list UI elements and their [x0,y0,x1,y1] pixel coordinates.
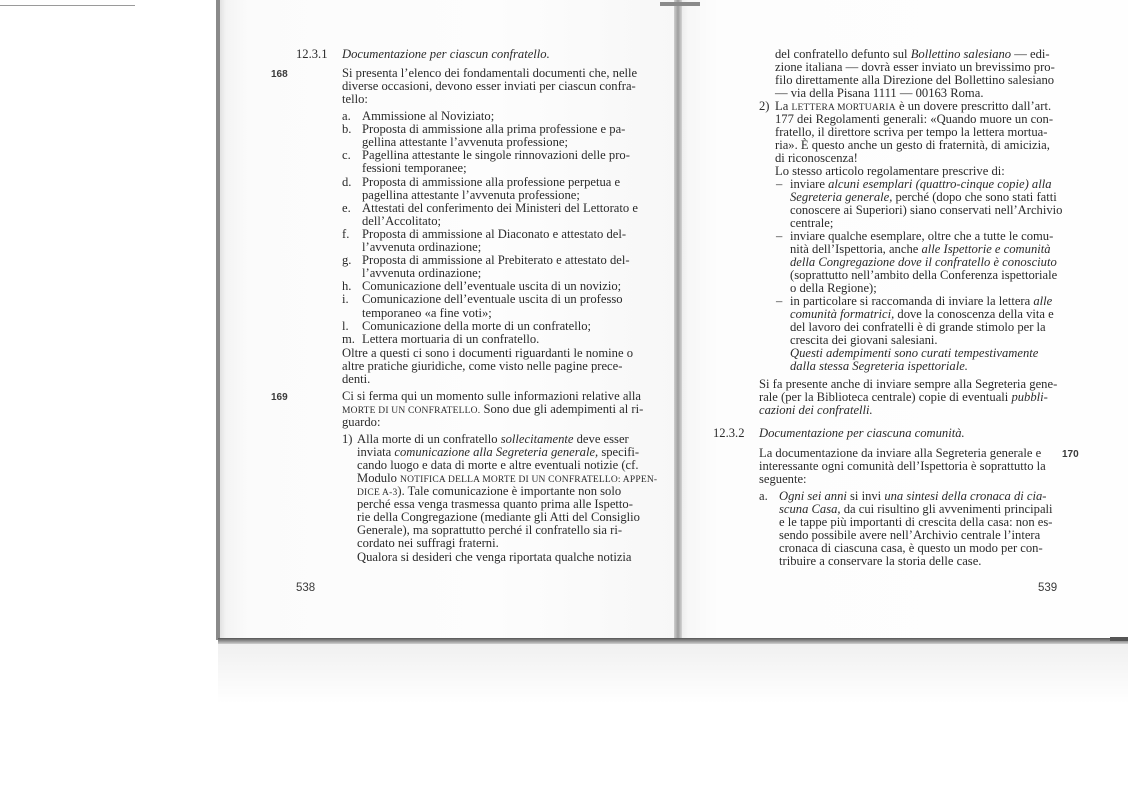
item-line: cronaca di ciascuna casa, è questo un modo per con- [779,541,1043,555]
list-item-text: Proposta di ammissione alla professione perpetua e [362,174,621,189]
item-line: di riconoscenza! [775,151,858,165]
item-line: inviare alcuni esemplari (quattro-cinque copie) alla [790,177,1052,191]
list-item-text: temporaneo «a fine voti»; [362,305,492,320]
item-line: e le tappe più importanti di crescita della casa: non es- [779,515,1053,529]
item-line: cando luogo e data di morte e altre eventuali notizie (cf. [357,458,639,472]
paragraph-line: seguente: [759,472,807,486]
item-line: del confratello defunto sul Bollettino salesiano — edi- [775,47,1050,61]
italic-note: Questi adempimenti sono curati tempestivamente [790,346,1039,360]
paragraph-line: cazioni dei confratelli. [759,403,873,417]
item-line: inviata comunicazione alla Segreteria generale, specifi- [357,445,640,459]
item-line: filo direttamente alla Direzione del Bollettino salesiano [775,73,1055,87]
list-item-text: Proposta di ammissione al Diaconato e attestato del- [362,226,627,241]
paragraph-line: interessante ogni comunità dell’Ispettoria è soprattutto la [759,459,1046,473]
paragraph-line: guardo: [342,415,381,429]
paragraph-line: rale (per la Biblioteca centrale) copie di eventuali pubbli- [759,390,1048,404]
item-line: Lo stesso articolo regolamentare prescrive di: [775,164,1005,178]
item-line: Ogni sei anni si invi una sintesi della cronaca di cia- [779,489,1047,503]
scan-edge-line [0,5,135,6]
list-item-marker: m. [342,331,355,346]
item-line: della Congregazione dove il confratello è conosciuto [790,255,1057,269]
paragraph-line: MORTE DI UN CONFRATELLO. Sono due gli adempimenti al ri- [342,402,644,416]
list-item-marker: d. [342,174,352,189]
margin-number-169: 169 [271,392,288,403]
item-marker: a. [759,489,768,503]
item-line: ria». È questo anche un gesto di fraternità, di amicizia, [775,138,1050,152]
list-item-text: l’avvenuta ordinazione; [362,266,482,281]
item-line: conoscere ai Superiori) siano conservati nell’Archivio [790,203,1063,217]
book-gutter [674,0,682,640]
item-line: Modulo NOTIFICA DELLA MORTE DI UN CONFRATELLO: APPEN- [357,471,658,485]
list-item-marker: f. [342,226,350,241]
list-item-marker: i. [342,292,349,307]
item-marker: 2) [759,99,770,113]
item-line: Generale), ma soprattutto perché il confratello sia ri- [357,523,623,537]
page-number-left: 538 [296,582,316,594]
list-item-marker: l. [342,318,349,333]
item-line: Alla morte di un confratello sollecitamente deve esser [357,432,629,446]
item-line: in particolare si raccomanda di inviare la lettera alle [790,294,1053,308]
intro-line: tello: [342,92,368,106]
list-item-marker: b. [342,122,352,137]
item-line: sendo possibile avere nell’Archivio centrale l’intera [779,528,1041,542]
list-item-marker: c. [342,148,351,163]
item-line: perché essa venga trasmessa quanto prima alle Ispetto- [357,497,633,511]
paragraph-line: La documentazione da inviare alla Segreteria generale e [759,446,1042,460]
section-number: 12.3.1 [296,47,328,61]
item-line: 177 dei Regolamenti generali: «Quando muore un con- [775,112,1054,126]
item-line: La LETTERA MORTUARIA è un dovere prescritto dall’art. [775,99,1052,113]
left-page-edge [216,0,220,640]
section-title: Documentazione per ciascuna comunità. [759,426,965,440]
paragraph-line: altre pratiche giuridiche, come visto nelle pagine prece- [342,359,623,373]
item-line: rie della Congregazione (mediante gli Atti del Consiglio [357,510,640,524]
item-line: — via della Pisana 1111 — 00163 Roma. [775,86,984,100]
list-item-text: Proposta di ammissione al Prebiterato e attestato del- [362,253,630,268]
list-item-marker: g. [342,253,352,268]
item-marker: 1) [342,432,353,446]
list-item-text: Pagellina attestante le singole rinnovazioni delle pro- [362,148,630,163]
paragraph-line: denti. [342,372,371,386]
item-line: Segreteria generale, perché (dopo che sono stati fatti [790,190,1057,204]
list-item-text: pagellina attestante l’avvenuta professione; [362,187,580,202]
item-line: DICE A-3). Tale comunicazione è importante non solo [357,484,622,498]
list-item-text: l’avvenuta ordinazione; [362,240,482,254]
item-line: centrale; [790,216,834,230]
list-item-text: Comunicazione dell’eventuale uscita di un professo [362,292,623,307]
margin-number-170: 170 [1062,449,1079,460]
paragraph-line: Ci si ferma qui un momento sulle informazioni relative alla [342,389,642,403]
list-item-marker: e. [342,200,351,215]
item-line: cordato nei suffragi fraterni. [357,536,499,550]
list-item-text: gellina attestante l’avvenuta professione; [362,135,568,150]
dash-marker: – [776,294,783,308]
item-line: comunità formatrici, dove la conoscenza della vita e [790,307,1054,321]
scan-top-mark [660,2,700,6]
item-line: crescita dei giovani salesiani. [790,333,938,347]
list-item-marker: h. [342,279,352,294]
paragraph-line: Si fa presente anche di inviare sempre alla Segreteria gene- [759,377,1058,391]
italic-note: dalla stessa Segreteria ispettoriale. [790,359,968,373]
list-item-text: Lettera mortuaria di un confratello. [362,331,540,346]
scan-edge-mark [1110,637,1128,641]
paragraph-line: Oltre a questi ci sono i documenti riguardanti le nomine o [342,346,633,360]
list-item-text: Comunicazione dell’eventuale uscita di un novizio; [362,279,622,294]
list-item-text: Attestati del conferimento dei Ministeri del Lettorato e [362,200,638,215]
item-line: nità dell’Ispettoria, anche alle Ispettorie e comunità [790,242,1051,256]
item-line: o della Regione); [790,281,877,295]
item-line: fratello, il direttore scriva per tempo la lettera mortua- [775,125,1048,139]
intro-line: diverse occasioni, devono esser inviati per ciascun confra- [342,79,636,93]
list-item-text: Comunicazione della morte di un confratello; [362,318,592,333]
dash-marker: – [776,229,783,243]
item-line: Qualora si desideri che venga riportata qualche notizia [357,550,632,564]
list-item-marker: a. [342,109,351,123]
item-line: zione italiana — dovrà esser inviato un brevissimo pro- [775,60,1055,74]
item-line: scuna Casa, da cui risultino gli avvenimenti principali [779,502,1053,516]
item-line: tribuire a conservare la storia delle case. [779,554,982,568]
margin-number-168: 168 [271,69,288,80]
section-number: 12.3.2 [713,426,745,440]
item-line: del lavoro dei confratelli è di grande stimolo per la [790,320,1046,334]
list-item-text: Ammissione al Noviziato; [362,109,495,123]
item-line: (soprattutto nell’ambito della Conferenza ispettoriale [790,268,1058,282]
dash-marker: – [776,177,783,191]
list-item-text: dell’Accolitato; [362,213,442,228]
list-item-text: fessioni temporanee; [362,161,467,176]
section-title: Documentazione per ciascun confratello. [342,47,550,61]
scan-background [218,644,1128,793]
intro-line: Si presenta l’elenco dei fondamentali documenti che, nelle [342,66,638,80]
page-number-right: 539 [1038,582,1058,594]
item-line: inviare qualche esemplare, oltre che a tutte le comu- [790,229,1054,243]
list-item-text: Proposta di ammissione alla prima professione e pa- [362,122,626,137]
